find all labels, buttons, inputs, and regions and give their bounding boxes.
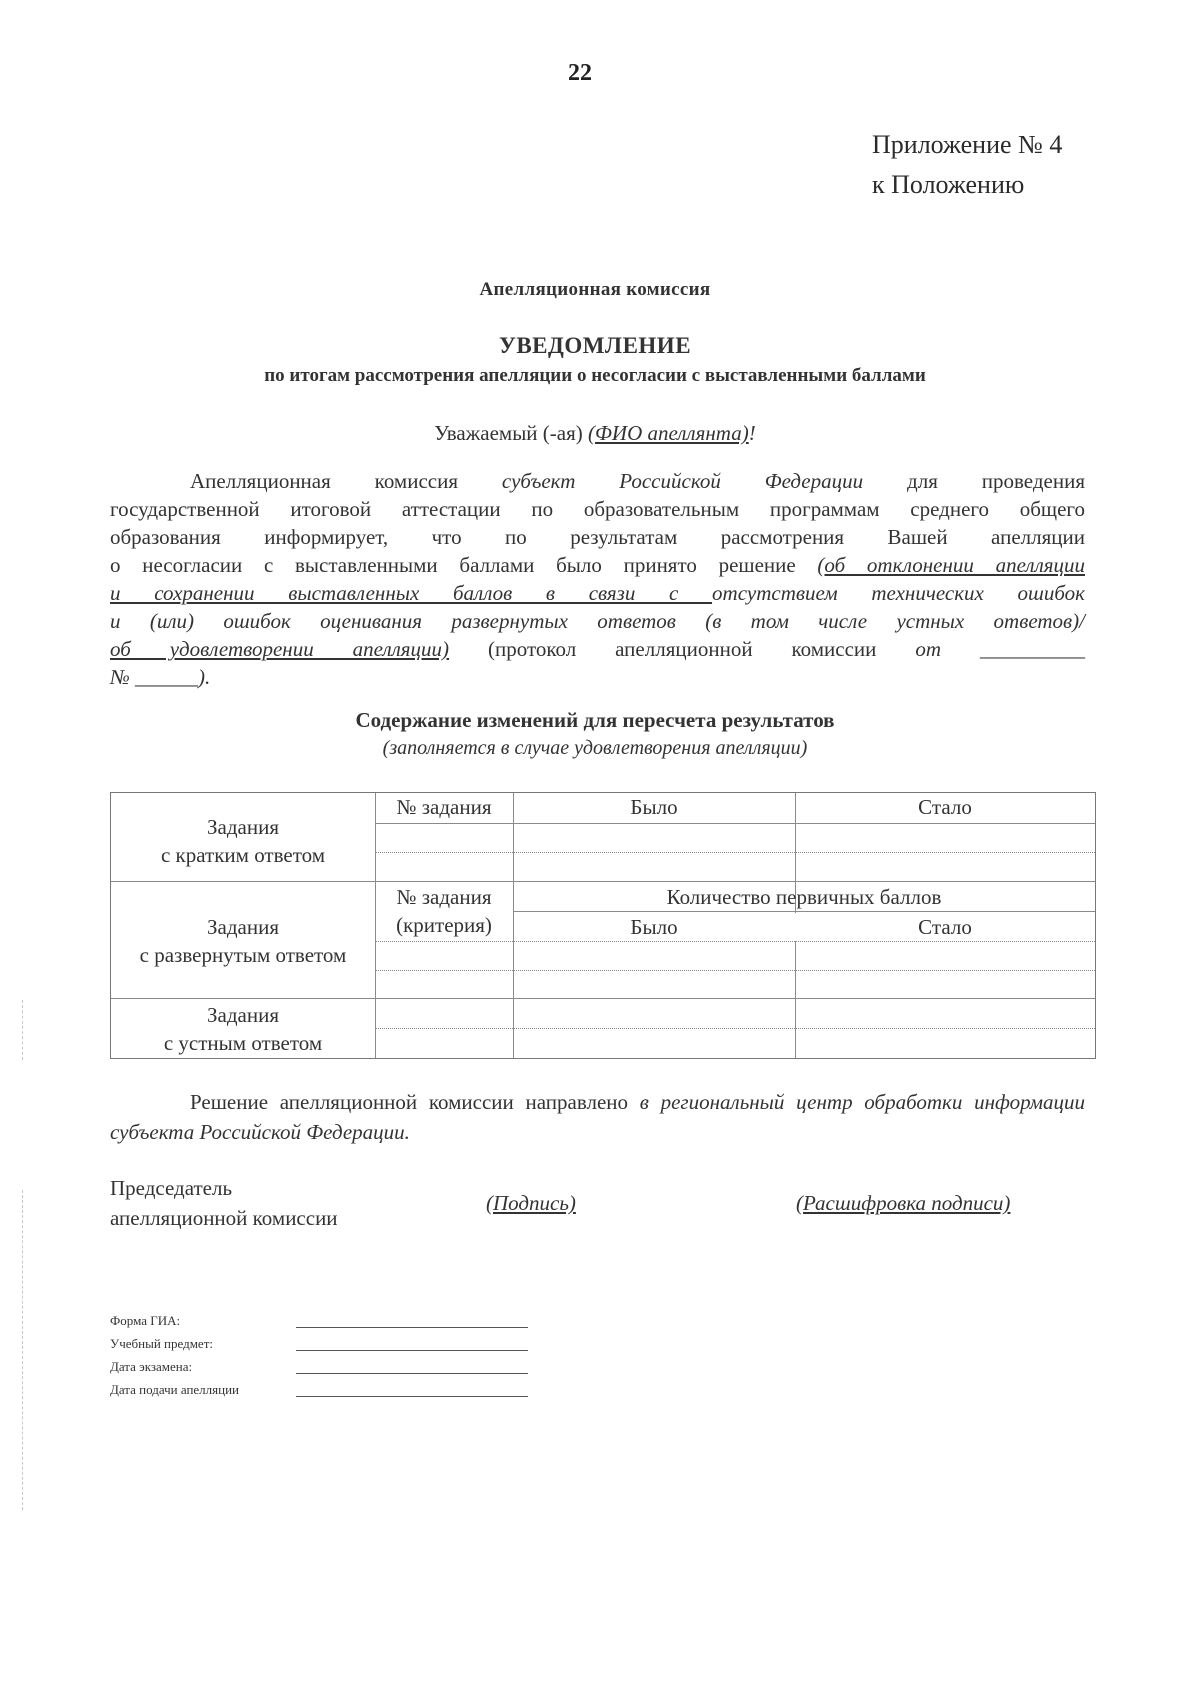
short-task-number-header: № задания bbox=[396, 795, 492, 819]
extended-became-header: Стало bbox=[918, 915, 972, 939]
body-text: Решение апелляционной комиссии направлено bbox=[190, 1090, 640, 1114]
document-title: УВЕДОМЛЕНИЕ bbox=[498, 333, 692, 358]
greeting bbox=[0, 421, 1190, 446]
body-line-3: образования информирует, что по результатам рассмотрения Вашей апелляции bbox=[110, 525, 1085, 549]
appendix-regulation: к Положению bbox=[872, 170, 1025, 199]
body-text: от bbox=[915, 637, 942, 661]
table-label-line: Задания bbox=[207, 1003, 279, 1027]
chairman-title bbox=[110, 1173, 338, 1233]
short-became-header: Стало bbox=[918, 795, 972, 819]
table-label-line: Задания bbox=[207, 915, 279, 939]
table-row-line bbox=[375, 823, 1095, 824]
appellant-name-placeholder: (ФИО апеллянта) bbox=[588, 421, 749, 445]
body-line-7 bbox=[110, 637, 1085, 662]
changes-heading: Содержание изменений для пересчета результатов bbox=[355, 708, 835, 732]
commission-heading: Апелляционная комиссия bbox=[479, 279, 711, 300]
form-label: Форма ГИА: bbox=[110, 1313, 181, 1328]
subject-field-line bbox=[296, 1350, 528, 1351]
table-row-line bbox=[375, 970, 1095, 971]
table-label-line: с кратким ответом bbox=[160, 843, 325, 867]
scan-margin-mark bbox=[22, 1000, 23, 1060]
changes-note: (заполняется в случае удовлетворения апелляции) bbox=[382, 737, 808, 759]
body-text: Апелляционная комиссия bbox=[190, 469, 502, 493]
form-field-line bbox=[296, 1327, 528, 1328]
short-answer-label bbox=[111, 813, 375, 869]
table-label-line: № задания bbox=[396, 885, 492, 909]
body-line-6: и (или) ошибок оценивания развернутых ответов (в том числе устных ответов)/ bbox=[110, 609, 1085, 633]
extended-task-number-header bbox=[375, 883, 513, 939]
exam-date-field-line bbox=[296, 1373, 528, 1374]
appeal-date-field-line bbox=[296, 1396, 528, 1397]
protocol-number: № ______). bbox=[110, 665, 211, 689]
oral-answer-label bbox=[111, 1001, 375, 1057]
body-line-1 bbox=[190, 469, 1085, 494]
extended-was-header: Было bbox=[630, 915, 678, 939]
body-line-2: государственной итоговой аттестации по образовательным программам среднего общего bbox=[110, 497, 1085, 521]
table-label-line: с развернутым ответом bbox=[139, 943, 347, 967]
decision-option: об удовлетворении апелляции) bbox=[110, 637, 450, 661]
table-label-line: Задания bbox=[207, 815, 279, 839]
exam-date-label: Дата экзамена: bbox=[110, 1359, 193, 1374]
document-subtitle: по итогам рассмотрения апелляции о несогласии с выставленными баллами bbox=[264, 365, 926, 386]
decision-option: отсутствием технических ошибок bbox=[712, 581, 1085, 605]
short-was-header: Было bbox=[630, 795, 678, 819]
protocol-date-blank: __________ bbox=[980, 637, 1085, 661]
body-line-5 bbox=[110, 581, 1085, 606]
appeal-date-label: Дата подачи апелляции bbox=[110, 1382, 240, 1397]
body-line-4 bbox=[110, 553, 1085, 578]
greeting-suffix: ! bbox=[748, 421, 756, 445]
table-row-line bbox=[375, 1028, 1095, 1029]
greeting-prefix: Уважаемый (-ая) bbox=[434, 421, 589, 445]
signature-placeholder: (Подпись) bbox=[486, 1191, 576, 1215]
table-row-line bbox=[513, 911, 1095, 912]
table-divider bbox=[795, 941, 796, 1058]
decision-option: и сохранении выставленных баллов в связи с bbox=[110, 581, 713, 605]
body-text: для проведения bbox=[863, 469, 1085, 493]
table-label-line: с устным ответом bbox=[163, 1031, 323, 1055]
appendix-reference bbox=[872, 125, 1062, 205]
appendix-number: Приложение № 4 bbox=[872, 130, 1063, 159]
chairman-title-line: Председатель bbox=[110, 1176, 233, 1200]
body-text: . bbox=[404, 1120, 410, 1144]
body-text: (протокол апелляционной комиссии bbox=[449, 637, 916, 661]
signature-decoding-placeholder: (Расшифровка подписи) bbox=[796, 1191, 1011, 1215]
region-placeholder: субъект Российской Федерации bbox=[501, 469, 864, 493]
page-number: 22 bbox=[568, 60, 592, 86]
extended-answer-label bbox=[111, 913, 375, 969]
primary-scores-header: Количество первичных баллов bbox=[666, 885, 942, 909]
table-row-line bbox=[375, 852, 1095, 853]
recipient-placeholder: в региональный центр обработки информации субъекта Российской Федерации bbox=[110, 1090, 1085, 1144]
table-section-separator bbox=[111, 881, 1095, 882]
scan-margin-mark bbox=[22, 1190, 23, 1510]
chairman-title-line: апелляционной комиссии bbox=[110, 1206, 338, 1230]
table-label-line: (критерия) bbox=[396, 913, 492, 937]
decision-sentence bbox=[110, 1087, 1085, 1147]
subject-label: Учебный предмет: bbox=[110, 1336, 213, 1351]
changes-table bbox=[110, 792, 1096, 1059]
table-section-separator bbox=[111, 998, 1095, 999]
body-text: о несогласии с выставленными баллами было принято решение bbox=[110, 553, 818, 577]
decision-option: (об отклонении апелляции bbox=[817, 553, 1085, 577]
table-row-line bbox=[375, 941, 1095, 942]
